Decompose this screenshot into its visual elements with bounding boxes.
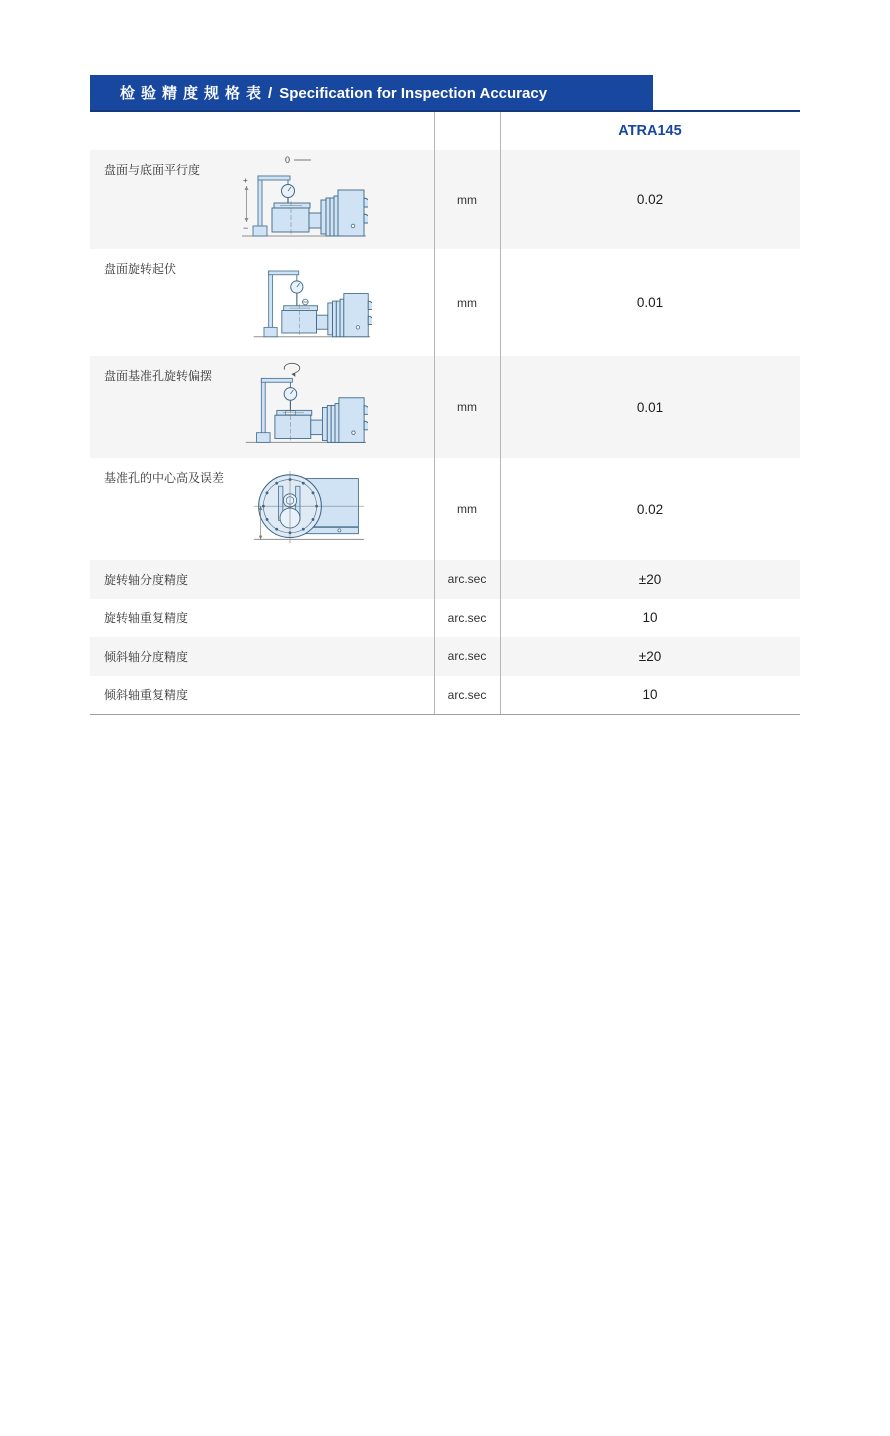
table-row bbox=[90, 356, 800, 458]
section-header bbox=[90, 75, 800, 112]
row-label: 盘面与底面平行度 bbox=[104, 163, 201, 177]
value-cell: ±20 bbox=[638, 648, 662, 664]
front-view-machine-drawing bbox=[252, 465, 366, 553]
page-title-en: Specification for Inspection Accuracy bbox=[279, 85, 548, 102]
plus-label: + bbox=[243, 176, 248, 185]
row-label: 倾斜轴分度精度 bbox=[104, 649, 189, 664]
row-label: 盘面旋转起伏 bbox=[104, 262, 177, 276]
unit-cell: arc.sec bbox=[447, 649, 487, 664]
row-label: 盘面基准孔旋转偏摆 bbox=[104, 369, 213, 383]
page-title-zh: 检验精度规格表 bbox=[120, 85, 268, 102]
value-cell: ±20 bbox=[638, 571, 662, 587]
model-column-header: ATRA145 bbox=[618, 123, 682, 139]
row-label: 旋转轴重复精度 bbox=[104, 611, 189, 626]
minus-label: − bbox=[243, 223, 249, 233]
section-header-bar bbox=[90, 75, 653, 110]
side-view-machine-drawing bbox=[236, 152, 368, 246]
value-cell: 0.01 bbox=[636, 295, 664, 310]
model-header-row bbox=[90, 112, 800, 150]
unit-cell: mm bbox=[457, 400, 477, 414]
empty-unit-header-cell bbox=[434, 112, 500, 150]
side-view-machine-drawing bbox=[248, 257, 372, 347]
value-cell: 0.01 bbox=[636, 399, 664, 415]
value-cell: 10 bbox=[642, 687, 658, 703]
center-height-front-view-diagram bbox=[252, 465, 366, 553]
table-row bbox=[90, 458, 800, 560]
rotation-arrow-icon bbox=[284, 363, 300, 372]
dial-gauge-icon bbox=[291, 281, 303, 293]
unit-cell: mm bbox=[457, 295, 477, 310]
column-divider-1 bbox=[434, 112, 435, 714]
side-view-machine-drawing bbox=[240, 357, 368, 456]
column-divider-2 bbox=[500, 112, 501, 714]
page-title bbox=[120, 82, 547, 103]
table-row bbox=[90, 560, 800, 599]
unit-cell: mm bbox=[457, 502, 477, 516]
value-cell: 0.02 bbox=[636, 192, 664, 207]
table-row bbox=[90, 150, 800, 249]
table-row bbox=[90, 676, 800, 715]
table-row bbox=[90, 637, 800, 676]
empty-header-cell bbox=[90, 112, 434, 150]
table-row bbox=[90, 249, 800, 356]
unit-cell: arc.sec bbox=[447, 572, 487, 587]
inspection-accuracy-table bbox=[90, 112, 800, 715]
dial-gauge-bore-runout-diagram bbox=[240, 357, 368, 456]
value-cell: 10 bbox=[642, 610, 658, 626]
zero-label: 0 bbox=[285, 155, 291, 165]
unit-cell: arc.sec bbox=[447, 687, 487, 702]
unit-cell: mm bbox=[457, 192, 477, 207]
row-label: 基准孔的中心高及误差 bbox=[104, 471, 225, 485]
row-label: 旋转轴分度精度 bbox=[104, 572, 189, 587]
dial-gauge-parallelism-diagram bbox=[236, 152, 368, 246]
unit-cell: arc.sec bbox=[447, 610, 487, 625]
dial-gauge-face-runout-diagram bbox=[248, 257, 372, 347]
page-title-separator: / bbox=[268, 85, 273, 102]
table-row bbox=[90, 599, 800, 638]
row-label: 倾斜轴重复精度 bbox=[104, 688, 189, 703]
value-cell: 0.02 bbox=[636, 501, 664, 517]
